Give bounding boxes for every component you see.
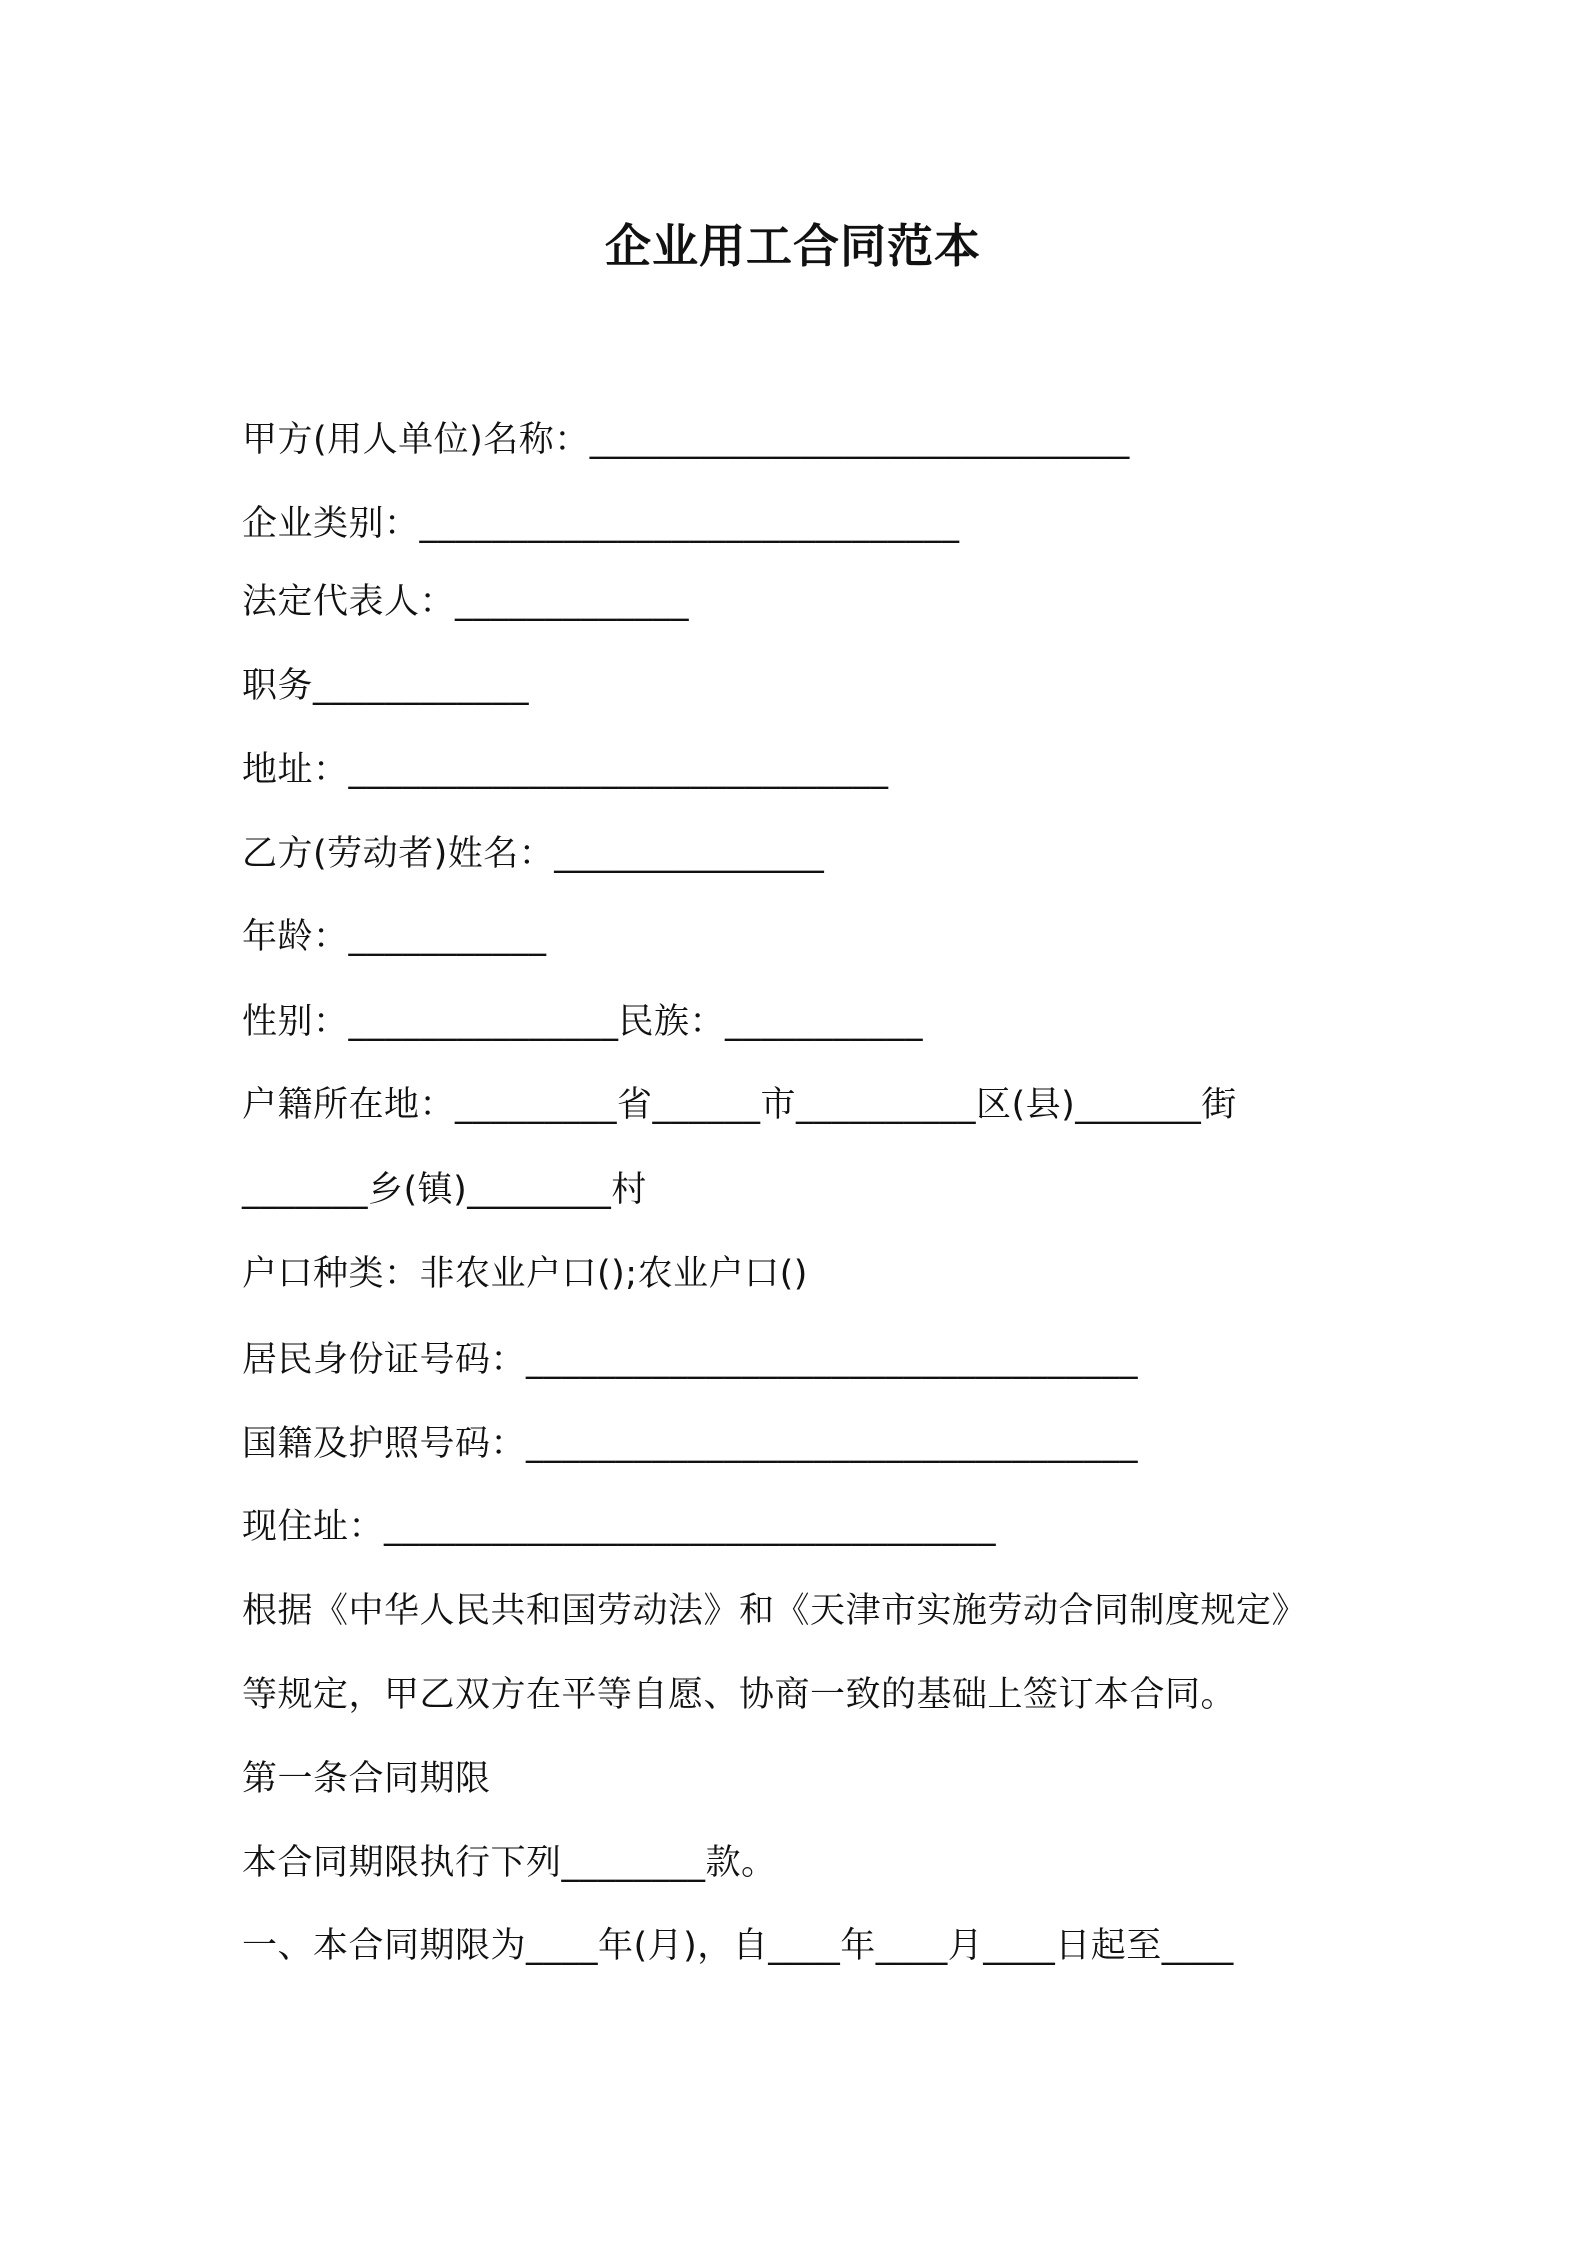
household-type-field: 户口种类：非农业户口();农业户口() [242,1254,808,1294]
current-address-field: 现住址：__________________________________ [242,1507,997,1547]
household-location-cont-field: _______乡(镇)________村 [242,1170,647,1210]
nationality-passport-field: 国籍及护照号码：__________________________________ [242,1424,1139,1464]
basis-paragraph-line-1: 根据《中华人民共和国劳动法》和《天津市实施劳动合同制度规定》 [242,1591,1308,1631]
gender-ethnicity-field: 性别：_______________民族：___________ [242,1002,924,1042]
contract-term-item-one: 一、本合同期限为____年(月)，自____年____月____日起至____ [242,1926,1234,1966]
position-field: 职务____________ [242,666,530,706]
party-a-name-field: 甲方(用人单位)名称：______________________________ [242,420,1130,460]
basis-paragraph-line-2: 等规定，甲乙双方在平等自愿、协商一致的基础上签订本合同。 [242,1675,1237,1715]
party-b-name-field: 乙方(劳动者)姓名：_______________ [242,834,825,874]
contract-term-clause: 本合同期限执行下列________款。 [242,1843,777,1883]
document-title: 企业用工合同范本 [605,219,981,273]
age-field: 年龄：___________ [242,917,547,957]
legal-representative-field: 法定代表人：_____________ [242,582,690,622]
enterprise-category-field: 企业类别：______________________________ [242,504,960,544]
id-card-number-field: 居民身份证号码：__________________________________ [242,1340,1139,1380]
household-location-field: 户籍所在地：_________省______市__________区(县)_______街 [242,1085,1237,1125]
address-field: 地址：______________________________ [242,750,889,790]
article-one-heading: 第一条合同期限 [242,1759,491,1799]
